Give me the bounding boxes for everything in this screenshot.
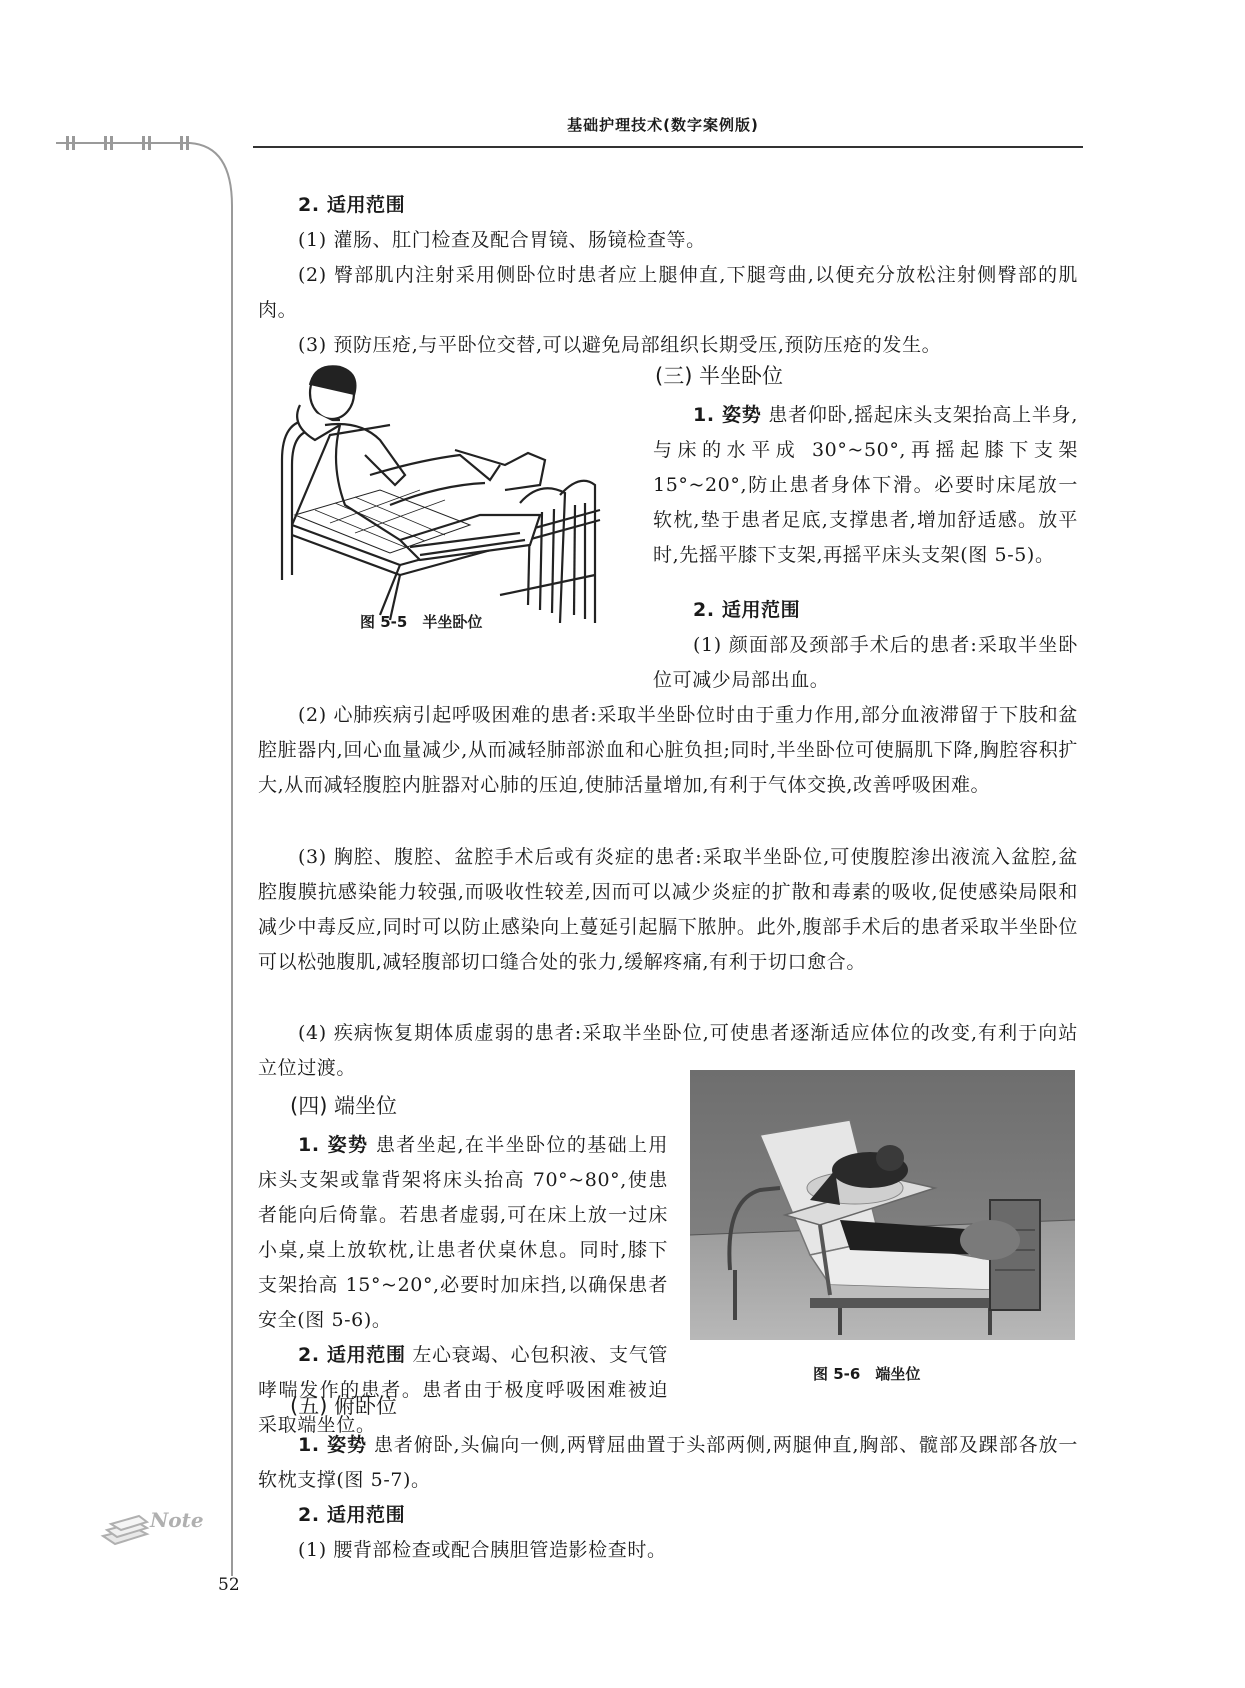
section-title: (四) 端坐位 xyxy=(290,1094,398,1118)
section-title: (三) 半坐卧位 xyxy=(655,364,784,388)
book-title: 基础护理技术(数字案例版) xyxy=(567,116,759,134)
inline-text: 患者坐起,在半坐卧位的基础上用床头支架或靠背架将床头抬高 70°~80°,使患者能向后倚靠。若患者虚弱,可在床上放一过床小桌,桌上放软枕,让患者伏桌休息。同时,膝下支架抬高 15°~20°,必要时加床挡,以确保患者安全(图 5-6)。 xyxy=(258,1134,668,1331)
paragraph: (1) 颜面部及颈部手术后的患者:采取半坐卧位可减少局部出血。 xyxy=(653,634,1078,691)
paragraph: (3) 预防压疮,与平卧位交替,可以避免局部组织长期受压,预防压疮的发生。 xyxy=(298,334,942,356)
section-heading: 2. 适用范围 xyxy=(298,194,406,216)
inline-text: 患者仰卧,摇起床头支架抬高上半身,与床的水平成 30°~50°,再摇起膝下支架 15°~20°,防止患者身体下滑。必要时床尾放一软枕,垫于患者足底,支撑患者,增加舒适感。放平时,先摇平膝下支架,再摇平床头支架(图 5-5)。 xyxy=(653,404,1079,566)
section-heading: 2. 适用范围 xyxy=(693,599,801,621)
inline-label: 1. 姿势 xyxy=(693,404,762,426)
semi-fowler-illustration xyxy=(270,365,645,630)
section-heading: 2. 适用范围 xyxy=(298,1504,406,1526)
inline-label: 1. 姿势 xyxy=(298,1134,369,1156)
paragraph xyxy=(653,398,1078,573)
paragraph: (2) 臀部肌内注射采用侧卧位时患者应上腿伸直,下腿弯曲,以便充分放松注射侧臀部的肌肉。 xyxy=(258,264,1078,321)
paragraph xyxy=(258,1428,1078,1498)
inline-text: 左心衰竭、心包积液、支气管哮喘发作的患者。患者由于极度呼吸困难被迫采取端坐位。 xyxy=(258,1344,668,1436)
figure-caption: 图 5-6 端坐位 xyxy=(813,1365,921,1383)
paragraph: (4) 疾病恢复期体质虚弱的患者:采取半坐卧位,可使患者逐渐适应体位的改变,有利于向站立位过渡。 xyxy=(258,1022,1078,1079)
paragraph: (2) 心肺疾病引起呼吸困难的患者:采取半坐卧位时由于重力作用,部分血液滞留于下肢和盆腔脏器内,回心血量减少,从而减轻肺部淤血和心脏负担;同时,半坐卧位可使膈肌下降,胸腔容积扩大,从而减轻腹腔内脏器对心肺的压迫,使肺活量增加,有利于气体交换,改善呼吸困难。 xyxy=(258,704,1078,796)
fowler-bed-photo xyxy=(690,1070,1075,1340)
figure-caption: 图 5-5 半坐卧位 xyxy=(360,613,483,631)
header-rule xyxy=(253,146,1083,148)
inline-text: 患者俯卧,头偏向一侧,两臂屈曲置于头部两侧,两腿伸直,胸部、髋部及踝部各放一软枕支撑(图 5-7)。 xyxy=(258,1434,1079,1491)
paragraph xyxy=(258,1128,668,1338)
inline-label: 2. 适用范围 xyxy=(298,1344,406,1366)
page-number: 52 xyxy=(218,1575,240,1595)
paragraph: (3) 胸腔、腹腔、盆腔手术后或有炎症的患者:采取半坐卧位,可使腹腔渗出液流入盆腔,盆腔腹膜抗感染能力较强,而吸收性较差,因而可以减少炎症的扩散和毒素的吸收,促使感染局限和减少中毒反应,同时可以防止感染向上蔓延引起膈下脓肿。此外,腹部手术后的患者采取半坐卧位可以松弛腹肌,减轻腹部切口缝合处的张力,缓解疼痛,有利于切口愈合。 xyxy=(258,846,1078,973)
inline-label: 1. 姿势 xyxy=(298,1434,367,1456)
paragraph: (1) 腰背部检查或配合胰胆管造影检查时。 xyxy=(298,1539,667,1561)
paragraph: (1) 灌肠、肛门检查及配合胃镜、肠镜检查等。 xyxy=(298,229,706,251)
margin-decoration xyxy=(0,136,240,1586)
section-title: (五) 俯卧位 xyxy=(290,1394,398,1418)
note-label: Note xyxy=(150,1508,204,1532)
